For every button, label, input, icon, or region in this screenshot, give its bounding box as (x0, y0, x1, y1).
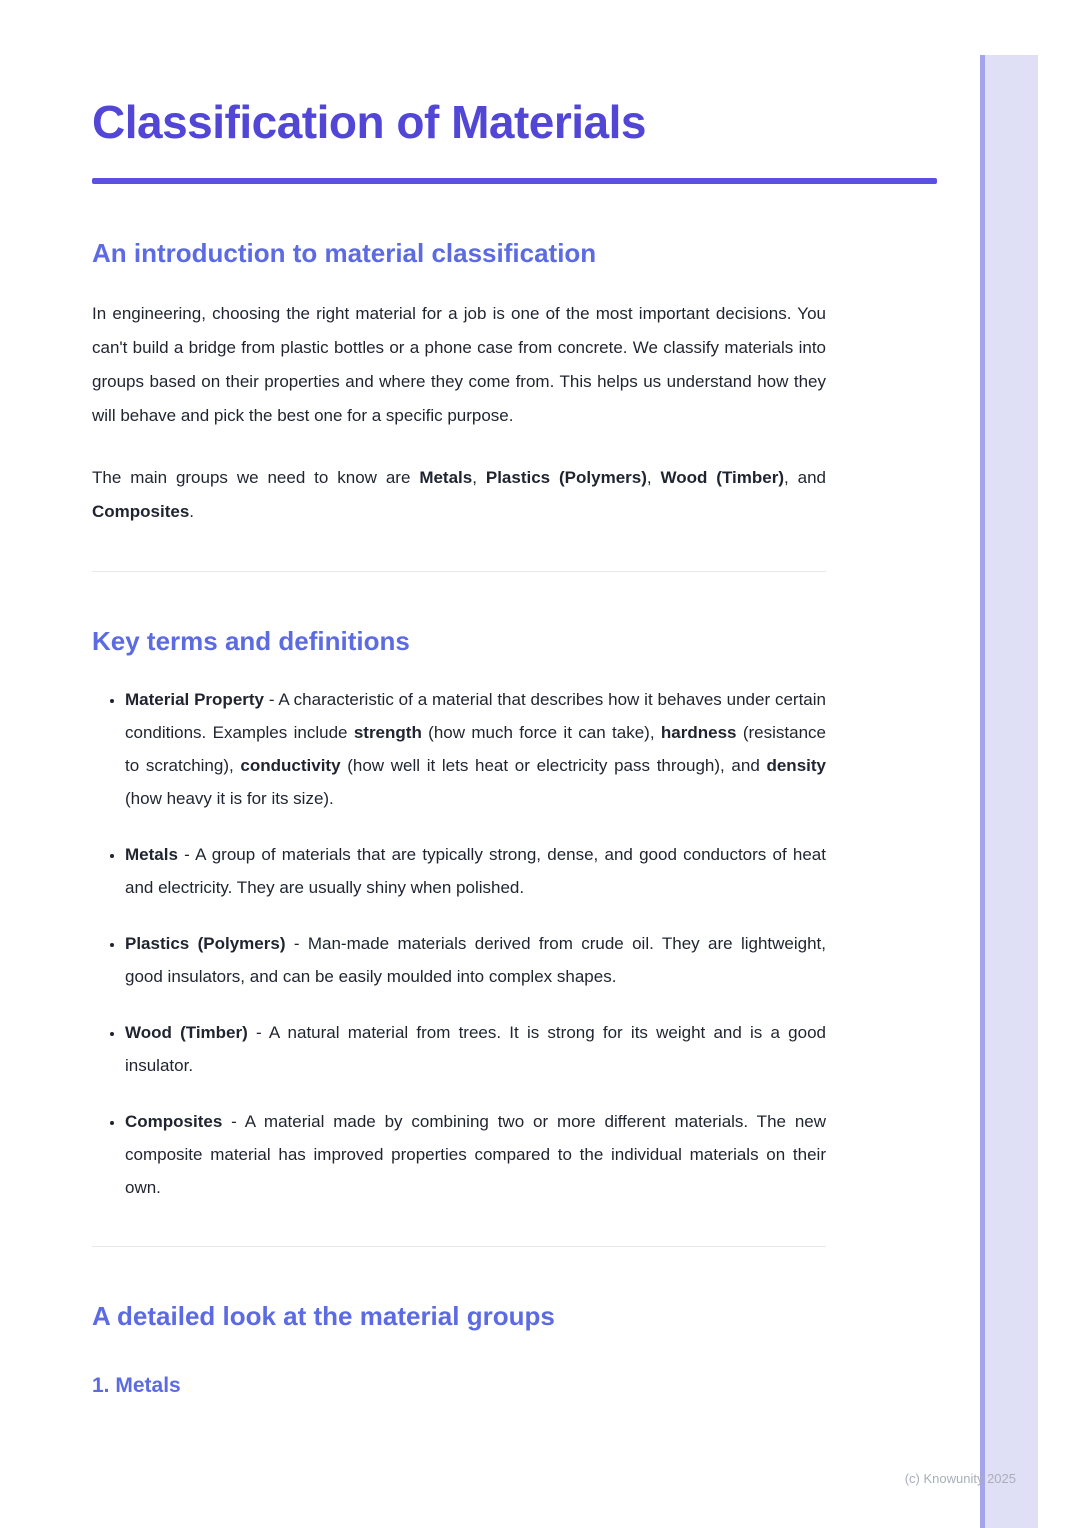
detail-section-heading: A detailed look at the material groups (92, 1300, 555, 1331)
intro-paragraph-1: In engineering, choosing the right material for a job is one of the most important decisions. You can't build a bridge from plastic bottles or a phone case from concrete. We classify materials into groups based on their properties and where they come from. This helps us understand how they will behave and pick the best one for a specific purpose. (92, 303, 826, 425)
document-content (92, 0, 937, 1398)
intro-section-heading: An introduction to material classification (92, 237, 597, 268)
section-divider (92, 1246, 826, 1247)
list-item-wood: • Wood (Timber) - A natural material from trees. It is strong for its weight and is a good insulator. (125, 1016, 826, 1082)
title-underline (92, 178, 937, 184)
key-terms-heading: Key terms and definitions (92, 625, 410, 656)
section-divider (92, 571, 826, 572)
list-item-composites: • Composites - A material made by combining two or more different materials. The new composite material has improved properties compared to the individual materials on their own. (125, 1105, 826, 1204)
list-item-metals: • Metals - A group of materials that are typically strong, dense, and good conductors of heat and electricity. They are usually shiny when polished. (125, 838, 826, 904)
intro-paragraph-2: The main groups we need to know are Metals, Plastics (Polymers), Wood (Timber), and Composites. (92, 467, 826, 521)
right-margin-stripe (980, 55, 1038, 1528)
footer-copyright: (c) Knowunity 2025 (904, 1471, 1016, 1486)
list-item-plastics: • Plastics (Polymers) - Man-made materials derived from crude oil. They are lightweight, good insulators, and can be easily moulded into complex shapes. (125, 927, 826, 993)
list-item-material-property: • Material Property - A characteristic of a material that describes how it behaves under certain conditions. Examples include strength (how much force it can take), hardness (resistance to scratching), conductivity (how well it lets heat or electricity pass through), and density (how heavy it is for its size). (125, 683, 826, 815)
key-terms-list (92, 683, 826, 1204)
metals-subheading: 1. Metals (92, 1374, 181, 1398)
page-title: Classification of Materials (92, 96, 646, 148)
